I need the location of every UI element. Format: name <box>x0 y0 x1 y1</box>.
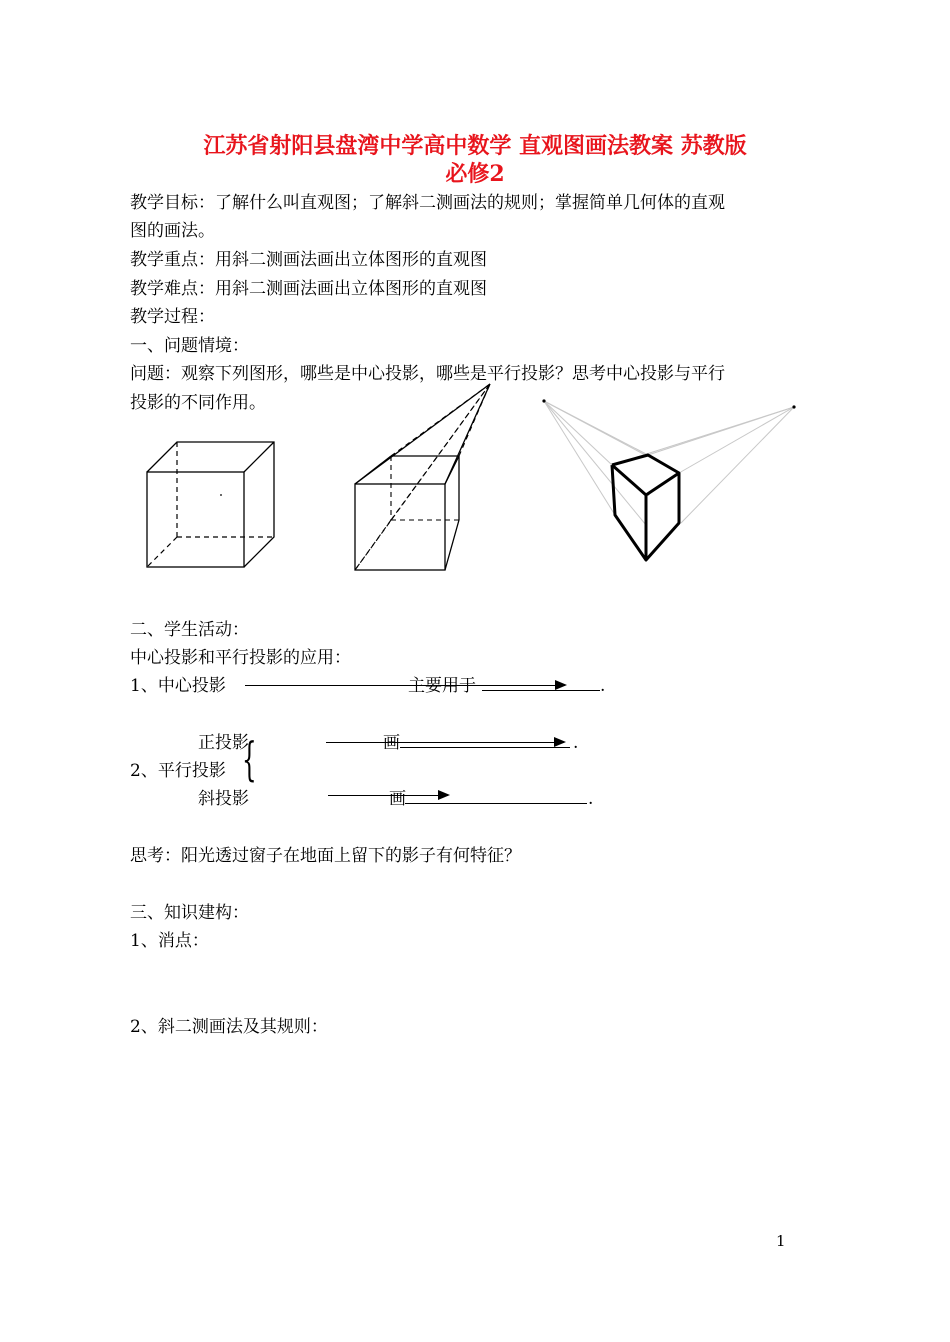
question-line1: 问题：观察下列图形，哪些是中心投影，哪些是平行投影？思考中心投影与平行 <box>130 364 725 384</box>
perspective-box-figure <box>538 395 803 570</box>
orthographic-blank <box>400 747 570 748</box>
teaching-goal-line2: 图的画法。 <box>130 221 215 241</box>
document-title-line1: 江苏省射阳县盘湾中学高中数学 直观图画法教案 苏教版 <box>203 133 747 159</box>
oblique-blank <box>405 803 587 804</box>
vanishing-point-label: 1、消点： <box>130 931 209 951</box>
parallel-projection-label: 2、平行投影 <box>130 761 226 781</box>
think-question: 思考：阳光透过窗子在地面上留下的影子有何特征？ <box>130 846 521 866</box>
main-use-label: 主要用于 <box>408 676 476 696</box>
oblique-arrow <box>328 795 448 796</box>
teaching-goal-line1: 教学目标：了解什么叫直观图；了解斜二测画法的规则；掌握简单几何体的直观 <box>130 193 725 213</box>
difficulty: 教学难点：用斜二测画法画出立体图形的直观图 <box>130 279 487 299</box>
cube-figure-central <box>348 378 498 576</box>
period-2: . <box>573 733 579 753</box>
section-heading-1: 一、问题情境： <box>130 336 249 356</box>
section-heading-2: 二、学生活动： <box>130 620 249 640</box>
section-heading-3: 三、知识建构： <box>130 903 249 923</box>
brace-icon: { <box>242 732 257 786</box>
orthographic-projection-label: 正投影 <box>198 733 249 753</box>
application-heading: 中心投影和平行投影的应用： <box>130 648 351 668</box>
page-number: 1 <box>776 1232 786 1250</box>
question-line2: 投影的不同作用。 <box>130 393 266 413</box>
period-1: . <box>600 676 606 696</box>
oblique-rules-label: 2、斜二测画法及其规则： <box>130 1017 328 1037</box>
draw-label-1: 画 <box>383 733 400 753</box>
central-blank <box>482 690 600 691</box>
cube-figure-parallel <box>140 435 285 575</box>
draw-label-2: 画 <box>389 789 406 809</box>
central-projection-label: 1、中心投影 <box>130 676 226 696</box>
teaching-process: 教学过程： <box>130 307 215 327</box>
central-arrow <box>245 685 565 686</box>
period-3: . <box>588 789 594 809</box>
hidden-edge-diagonal <box>147 537 177 567</box>
document-title-line2: 必修2 <box>445 161 505 187</box>
orthographic-arrow <box>326 742 564 743</box>
key-point: 教学重点：用斜二测画法画出立体图形的直观图 <box>130 250 487 270</box>
oblique-projection-label: 斜投影 <box>198 789 249 809</box>
